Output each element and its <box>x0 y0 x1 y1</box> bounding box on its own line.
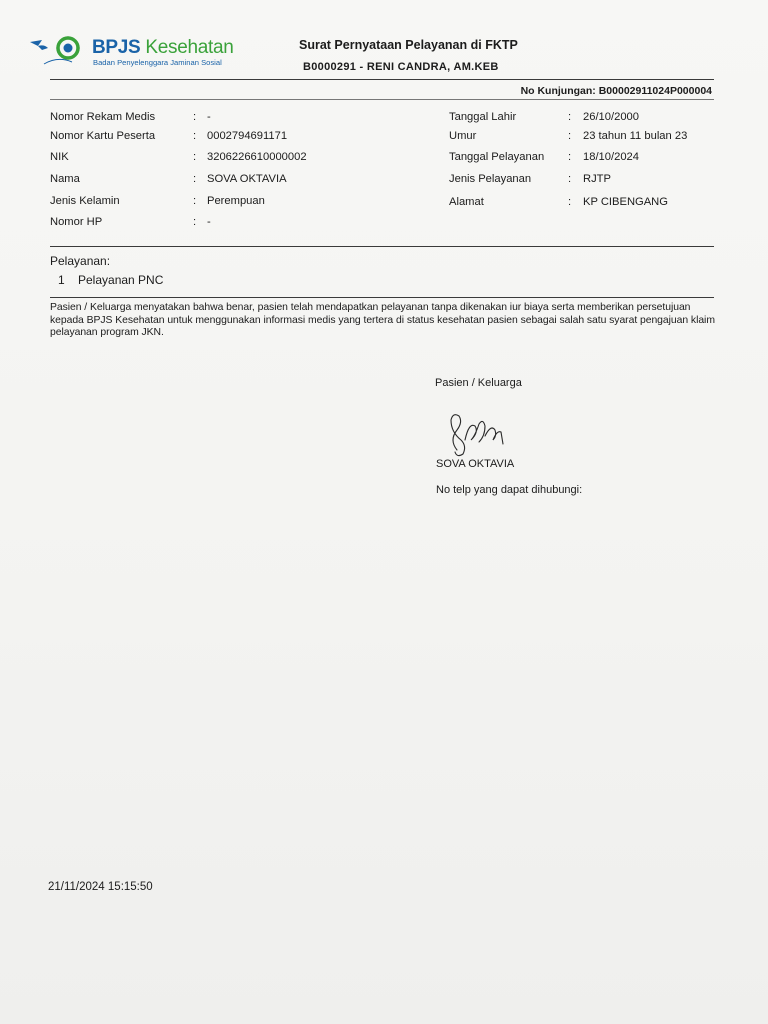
info-label: Tanggal Lahir <box>449 111 517 123</box>
info-value: 18/10/2024 <box>583 151 639 163</box>
services-heading: Pelayanan: <box>50 254 111 268</box>
info-label: NIK <box>50 151 69 163</box>
info-value: 3206226610000002 <box>207 151 307 163</box>
info-colon: : <box>193 130 197 142</box>
info-colon: : <box>193 216 197 228</box>
info-value: SOVA OKTAVIA <box>207 173 287 185</box>
info-label: Umur <box>449 130 477 142</box>
info-colon: : <box>568 196 572 208</box>
info-colon: : <box>193 151 197 163</box>
signature-label: Pasien / Keluarga <box>435 377 522 389</box>
header-divider <box>50 79 714 80</box>
info-value: KP CIBENGANG <box>583 196 668 208</box>
header-divider-2 <box>50 99 714 100</box>
bpjs-emblem-icon <box>28 34 88 74</box>
info-label: Tanggal Pelayanan <box>449 151 545 163</box>
info-colon: : <box>568 151 572 163</box>
provider-subtitle: B0000291 - RENI CANDRA, AM.KEB <box>303 61 499 73</box>
phone-label: No telp yang dapat dihubungi: <box>436 484 583 496</box>
info-value: RJTP <box>583 173 611 185</box>
info-label: Nomor Kartu Peserta <box>50 130 156 142</box>
brand-tagline: Badan Penyelenggara Jaminan Sosial <box>93 58 222 67</box>
handwritten-signature <box>445 410 515 460</box>
info-label: Nama <box>50 173 80 185</box>
info-label: Alamat <box>449 196 484 208</box>
brand-name-kesehatan: Kesehatan <box>145 37 234 58</box>
services-divider <box>50 297 714 298</box>
info-value: - <box>207 216 211 228</box>
info-label: Jenis Kelamin <box>50 195 120 207</box>
info-label: Nomor HP <box>50 216 103 228</box>
info-colon: : <box>568 130 572 142</box>
service-name: Pelayanan PNC <box>78 273 164 287</box>
info-colon: : <box>193 173 197 185</box>
info-colon: : <box>193 111 197 123</box>
brand-name <box>92 37 234 59</box>
info-colon: : <box>568 111 572 123</box>
info-colon: : <box>193 195 197 207</box>
info-value: 26/10/2000 <box>583 111 639 123</box>
service-number: 1 <box>58 273 65 287</box>
brand-name-bpjs: BPJS <box>92 37 141 58</box>
info-value: - <box>207 111 211 123</box>
service-item <box>58 273 163 287</box>
consent-statement: Pasien / Keluarga menyatakan bahwa benar, pasien telah mendapatkan pelayanan tanpa dikenakan iur biaya serta memberikan persetujuan kepada BPJS Kesehatan untuk menggunakan informasi medis yang tertera di status kesehatan pasien sebagai salah satu syarat pengajuan klaim pelayanan program JKN. <box>50 302 715 338</box>
info-value: Perempuan <box>207 195 265 207</box>
document-title: Surat Pernyataan Pelayanan di FKTP <box>299 38 518 52</box>
info-value: 23 tahun 11 bulan 23 <box>583 130 688 142</box>
info-label: Nomor Rekam Medis <box>50 111 156 123</box>
info-divider <box>50 246 714 247</box>
info-label: Jenis Pelayanan <box>449 173 532 185</box>
info-value: 0002794691171 <box>207 130 288 142</box>
bpjs-logo <box>28 34 238 74</box>
print-timestamp: 21/11/2024 15:15:50 <box>48 881 153 893</box>
signer-name: SOVA OKTAVIA <box>436 458 515 470</box>
visit-number: No Kunjungan: B00002911024P000004 <box>520 85 712 97</box>
info-colon: : <box>568 173 572 185</box>
